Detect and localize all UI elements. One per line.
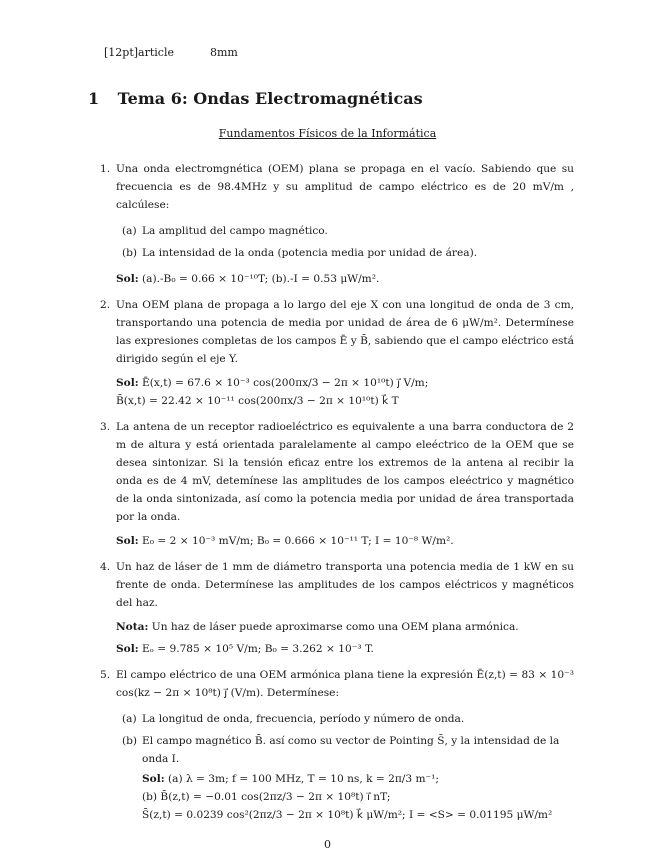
- solution-text: (a).-B₀ = 0.66 × 10⁻¹⁰T; (b).-I = 0.53 μW/m².: [142, 273, 380, 285]
- subitem-text: La amplitud del campo magnético.: [142, 225, 328, 237]
- solution-label: Sol:: [116, 377, 139, 389]
- solution: [116, 270, 574, 288]
- problem-number: 5.: [100, 669, 111, 681]
- section-number: 1: [88, 89, 100, 108]
- subitem-label: (b): [122, 247, 138, 259]
- problem-number: 2.: [100, 299, 111, 311]
- solution: [116, 374, 574, 392]
- problem-4: [100, 558, 574, 658]
- artifact-text: [12pt]article: [104, 46, 174, 59]
- section-title: Tema 6: Ondas Electromagnéticas: [117, 89, 423, 108]
- document-subtitle: Fundamentos Físicos de la Informática: [218, 127, 437, 140]
- solution-line-2: B̄(x,t) = 22.42 × 10⁻¹¹ cos(200πx/3 − 2π × 10¹⁰t) k⃗ T: [116, 395, 399, 407]
- note: [116, 618, 574, 636]
- problem-number: 3.: [100, 421, 111, 433]
- problem-text: Una OEM plana de propaga a lo largo del eje X con una longitud de onda de 3 cm, transportando una potencia de media por unidad de área de 6 μW/m². Determínese las expresiones completas de los campos Ē y B̄, sabiendo que el campo eléctrico está dirigido según el eje Y.: [116, 299, 574, 365]
- subitem-b: [116, 244, 574, 262]
- subitem-a: [116, 222, 574, 240]
- subitem-label: (a): [122, 225, 137, 237]
- subitem-text: La intensidad de la onda (potencia media por unidad de área).: [142, 247, 478, 259]
- solution-label: Sol:: [116, 273, 139, 285]
- solution-text: Eₒ = 9.785 × 10⁵ V/m; B₀ = 3.262 × 10⁻³ T.: [142, 643, 374, 655]
- solution: [142, 770, 574, 788]
- solution-line-c: S̄(z,t) = 0.0239 cos²(2πz/3 − 2π × 10⁸t) k⃗ μW/m²; I = <S> = 0.01195 μW/m²: [142, 809, 553, 821]
- subitem-label: (b): [122, 735, 138, 747]
- solution: [116, 532, 574, 550]
- problem-number: 4.: [100, 561, 111, 573]
- problem-text: La antena de un receptor radioeléctrico es equivalente a una barra conductora de 2 m de altura y está orientada paralelamente al campo eleéctrico de la OEM que se desea sintonizar. Si la tensión eficaz entre los extremos de la antena al recibir la onda es de 4 mV, detemínese las amplitudes de los campos eleéctrico y magnético de la onda sintonizada, así como la potencia media por unidad de área transportada por la onda.: [116, 421, 574, 523]
- latex-artifact-line: [104, 46, 238, 59]
- note-text: Un haz de láser puede aproximarse como una OEM plana armónica.: [151, 621, 519, 633]
- problem-1: [100, 160, 574, 288]
- problem-5: [100, 666, 574, 824]
- problem-2: [100, 296, 574, 410]
- page-number: 0: [324, 838, 331, 851]
- subitem-text: El campo magnético B̄. así como su vector de Pointing S̄, y la intensidad de la onda I.: [142, 735, 560, 765]
- problem-text: Una onda electromgnética (OEM) plana se propaga en el vacío. Sabiendo que su frecuencia es de 98.4MHz y su amplitud de campo eléctrico es de 20 mV/m , calcúlese:: [116, 163, 574, 211]
- solution-label: Sol:: [116, 535, 139, 547]
- note-label: Nota:: [116, 621, 149, 633]
- solution-text: Ē(x,t) = 67.6 × 10⁻³ cos(200πx/3 − 2π × 10¹⁰t) j⃗ V/m;: [142, 377, 429, 389]
- solution-line-b: (b) B̄(z,t) = −0.01 cos(2πz/3 − 2π × 10⁸t) i⃗ nT;: [142, 791, 391, 803]
- subitem-label: (a): [122, 713, 137, 725]
- subitem-text: La longitud de onda, frecuencia, período y número de onda.: [142, 713, 465, 725]
- solution-text: (a) λ = 3m; f = 100 MHz, T = 10 ns, k = 2π/3 m⁻¹;: [168, 773, 439, 785]
- solution-text: E₀ = 2 × 10⁻³ mV/m; B₀ = 0.666 × 10⁻¹¹ T; I = 10⁻⁸ W/m².: [142, 535, 454, 547]
- subitem-a: [116, 710, 574, 728]
- problem-list: [100, 160, 574, 828]
- artifact-text-2: 8mm: [210, 46, 238, 59]
- problem-3: [100, 418, 574, 550]
- subitem-b: [116, 732, 574, 824]
- problem-text: Un haz de láser de 1 mm de diámetro transporta una potencia media de 1 kW en su frente de onda. Determínese las amplitudes de los campos eléctricos y magnéticos del haz.: [116, 561, 574, 609]
- section-heading: [88, 89, 423, 108]
- problem-number: 1.: [100, 163, 111, 175]
- problem-text: El campo eléctrico de una OEM armónica plana tiene la expresión Ē(z,t) = 83 × 10⁻³ cos(kz − 2π × 10⁸t) j⃗ (V/m). Determínese:: [116, 669, 574, 699]
- solution-label: Sol:: [116, 643, 139, 655]
- solution-label: Sol:: [142, 773, 165, 785]
- solution: [116, 640, 574, 658]
